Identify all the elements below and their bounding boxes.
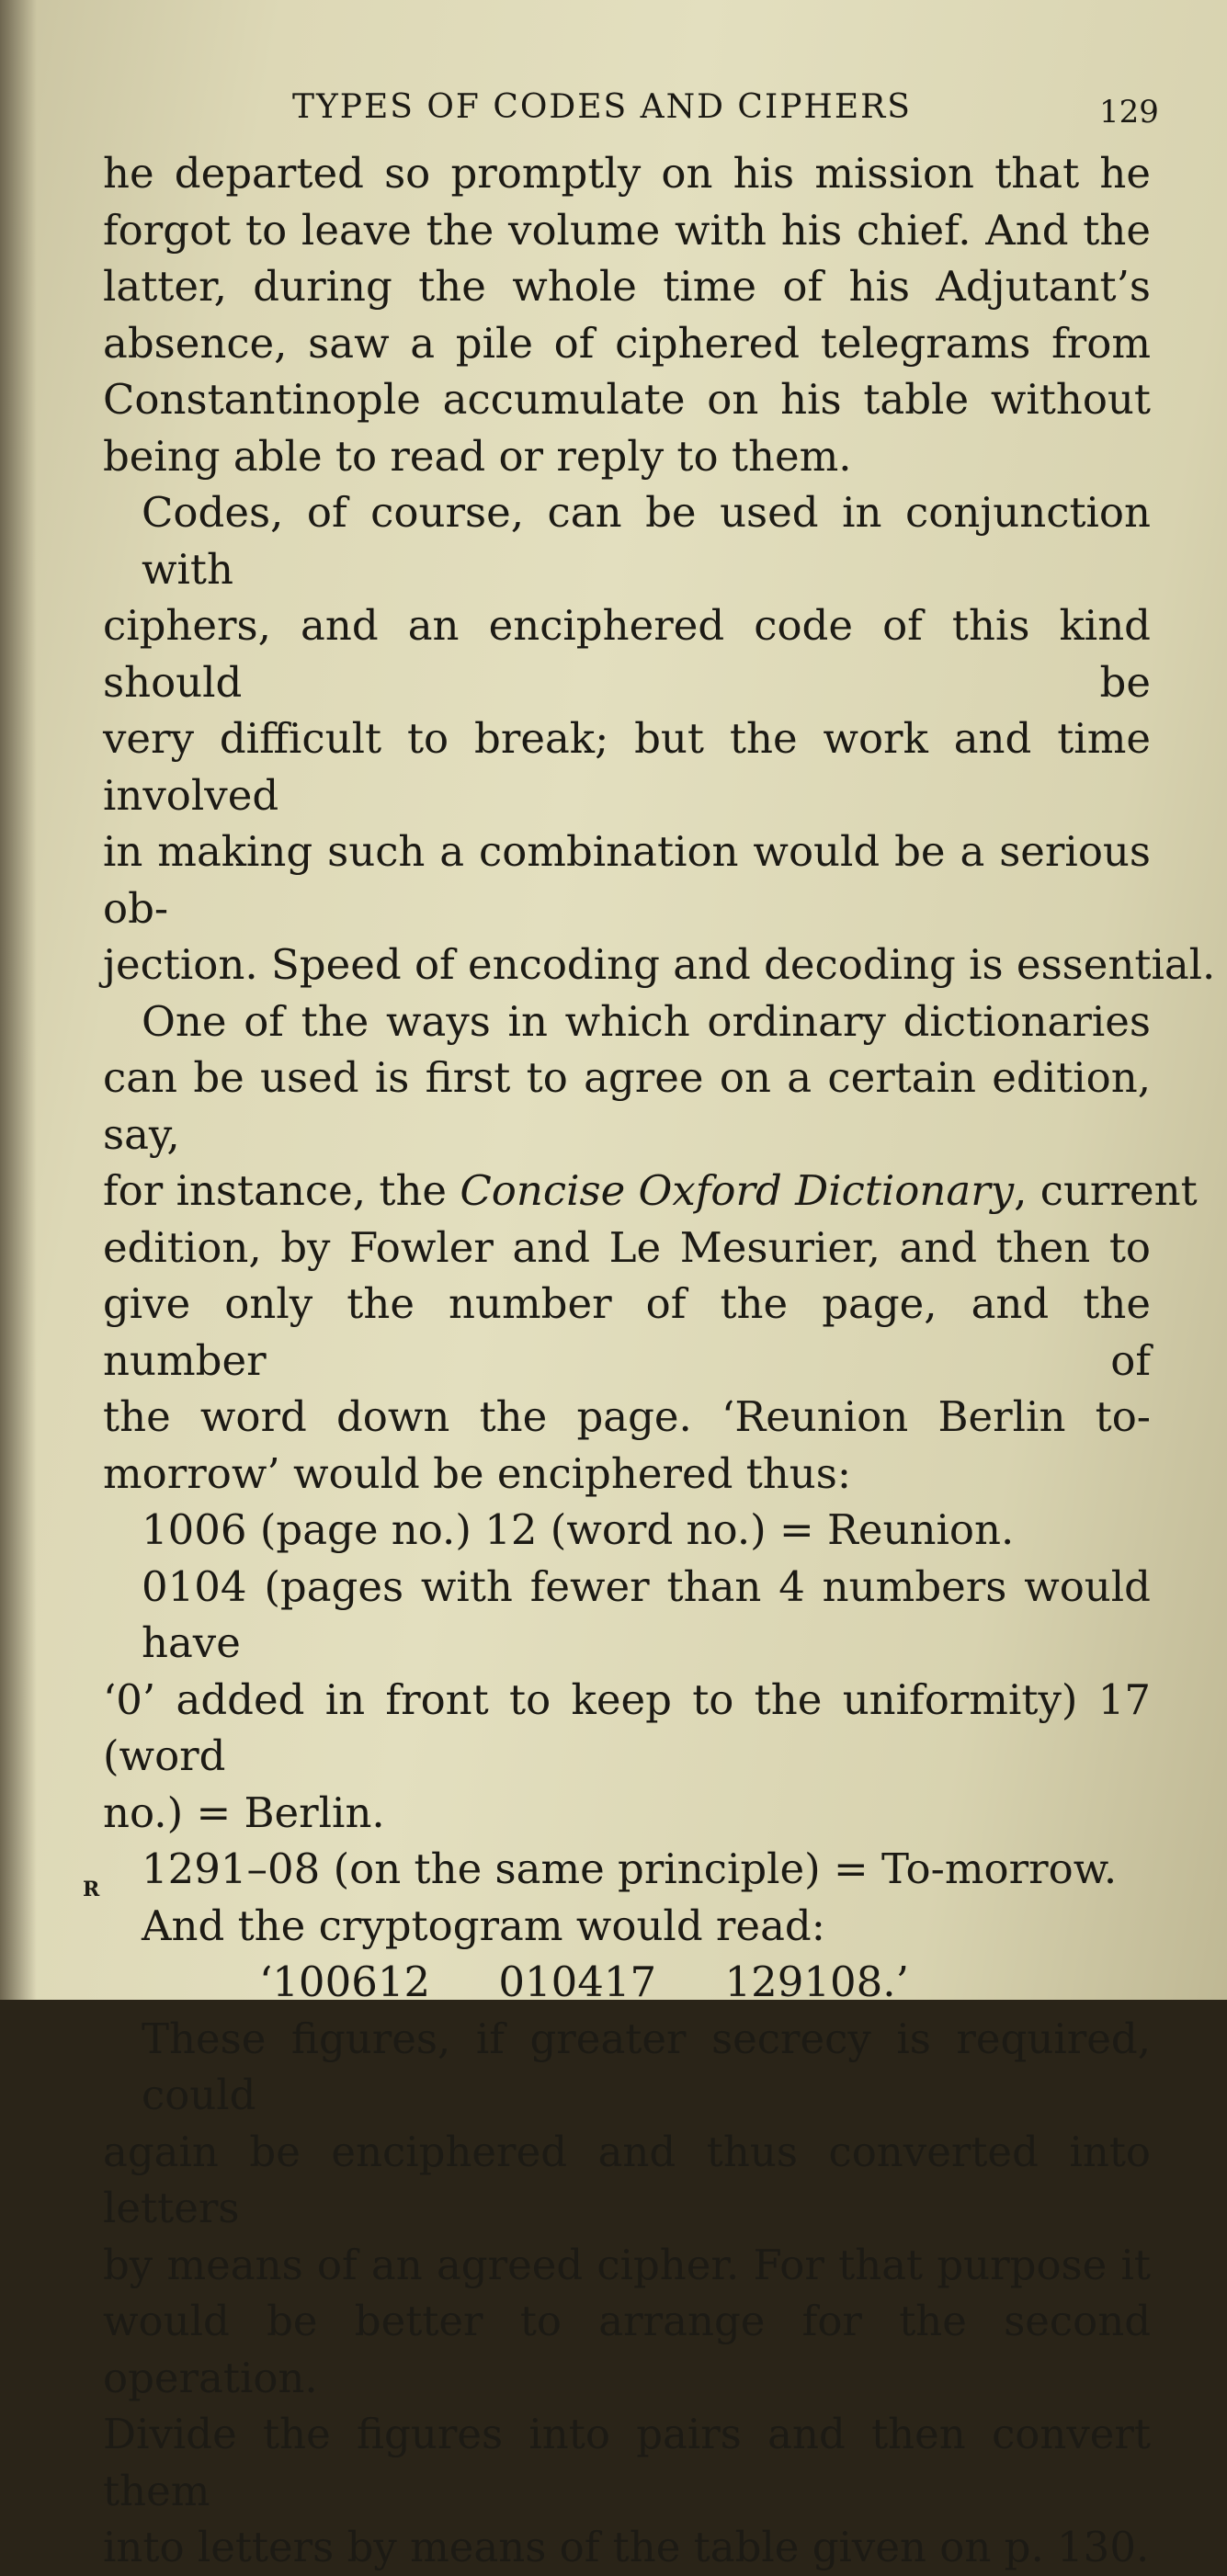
example-line: 1291–08 (on the same principle) = To-morrow.: [142, 1844, 1118, 1893]
text-line: ‘0’ added in front to keep to the uniformity) 17 (word: [103, 1674, 1151, 1780]
text-line: These figures, if greater secrecy is required, could: [142, 2014, 1151, 2119]
text-line: absence, saw a pile of ciphered telegrams from: [103, 318, 1151, 368]
text-fragment: , current: [1014, 1166, 1198, 1215]
text-line: morrow’ would be enciphered thus:: [103, 1448, 852, 1498]
text-line: edition, by Fowler and Le Mesurier, and then to: [103, 1222, 1151, 1272]
page-number: 129: [1099, 94, 1159, 131]
text-line: into letters by means of the table given on p. 130.: [103, 2523, 1150, 2571]
book-title: Concise Oxford Dictionary: [460, 1166, 1015, 1215]
text-line: jection. Speed of encoding and decoding is essential.: [103, 940, 1216, 989]
text-line: One of the ways in which ordinary dictionaries: [142, 996, 1151, 1046]
text-line: by means of an agreed cipher. For that purpose it: [103, 2240, 1151, 2289]
signature-mark: R: [83, 1878, 100, 1901]
text-fragment: for instance, the: [103, 1166, 460, 1215]
text-line: forgot to leave the volume with his chief. And the: [103, 205, 1151, 255]
text-line: in making such a combination would be a serious ob-: [103, 827, 1151, 933]
text-line: Divide the figures into pairs and then convert them: [103, 2410, 1151, 2515]
text-line: the word down the page. ‘Reunion Berlin to-: [103, 1392, 1151, 1441]
example-line: 0104 (pages with fewer than 4 numbers would have: [142, 1561, 1151, 1667]
running-head: [0, 88, 1227, 134]
text-line: Codes, of course, can be used in conjunction with: [142, 488, 1151, 594]
text-line: no.) = Berlin.: [103, 1787, 385, 1837]
text-line: he departed so promptly on his mission that he: [103, 149, 1151, 198]
text-line: latter, during the whole time of his Adjutant’s: [103, 262, 1151, 311]
text-line: very difficult to break; but the work and time involved: [103, 714, 1151, 820]
text-line: again be enciphered and thus converted into letters: [103, 2127, 1151, 2232]
example-line: 1006 (page no.) 12 (word no.) = Reunion.: [142, 1505, 1015, 1554]
text-line: can be used is first to agree on a certain edition, say,: [103, 1053, 1151, 1159]
text-line: ciphers, and an enciphered code of this kind should be: [103, 601, 1151, 707]
text-line: would be better to arrange for the second operation.: [103, 2297, 1151, 2402]
running-title: TYPES OF CODES AND CIPHERS: [292, 88, 912, 126]
text-line: Constantinople accumulate on his table without: [103, 375, 1151, 424]
gutter-shadow: [0, 0, 37, 2000]
text-line: being able to read or reply to them.: [103, 431, 852, 481]
body-text: [103, 145, 1216, 2576]
text-line: give only the number of the page, and the number of: [103, 1279, 1151, 1385]
text-line: And the cryptogram would read:: [142, 1901, 825, 1950]
text-line: [103, 1163, 1198, 1220]
cryptogram-line: ‘100612 010417 129108.’: [259, 1958, 909, 2006]
